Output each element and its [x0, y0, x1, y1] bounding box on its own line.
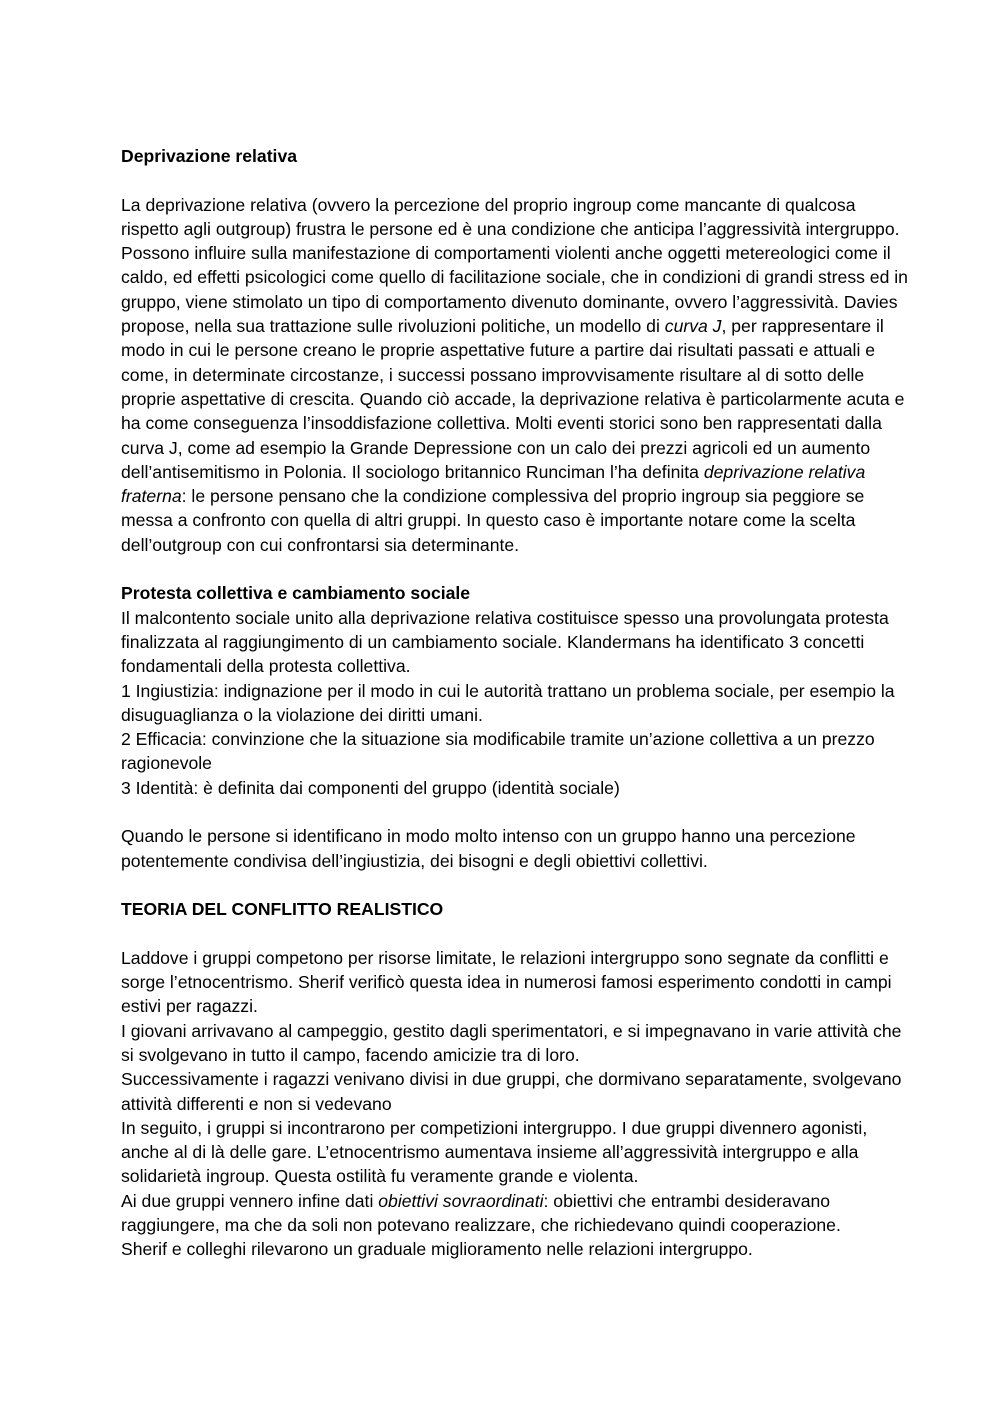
- text-run: La deprivazione relativa (ovvero la percezione del proprio ingroup come mancante di qualcosa rispetto agli outgroup) frustra le persone ed è una condizione che anticipa l’aggressività intergruppo. Possono influire sulla manifestazione di comportamenti violenti anche oggetti metereologici come il caldo, ed effetti psicologici come quello di facilitazione sociale, che in condizioni di grandi stress ed in gruppo, viene stimolato un tipo di comportamento divenuto dominante, ovvero l’aggressività. Davies propose, nella sua trattazione sulle rivoluzioni politiche, un modello di: [121, 194, 908, 337]
- paragraph-conflitto-3: Successivamente i ragazzi venivano divisi in due gruppi, che dormivano separatamente, svolgevano attività differenti e non si vedevano: [121, 1069, 902, 1114]
- paragraph-protesta-intro: Il malcontento sociale unito alla deprivazione relativa costituisce spesso una provolungata protesta finalizzata al raggiungimento di un cambiamento sociale. Klandermans ha identificato 3 concetti fondamentali della protesta collettiva.: [121, 607, 889, 677]
- list-item-ingiustizia: 1 Ingiustizia: indignazione per il modo in cui le autorità trattano un problema sociale, per esempio la disuguaglianza o la violazione dei diritti umani.: [121, 680, 895, 725]
- text-run: : le persone pensano che la condizione complessiva del proprio ingroup sia peggiore se messa a confronto con quella di altri gruppi. In questo caso è importante notare come la scelta dell’outgroup con cui confrontarsi sia determinante.: [121, 486, 865, 555]
- blank-line: [121, 168, 911, 192]
- text-run: , per rappresentare il modo in cui le persone creano le proprie aspettative future a partire dai risultati passati e attuali e come, in determinate circostanze, i successi possano improvvisamente risultare al di sotto delle proprie aspettative di crescita. Quando ciò accade, la deprivazione relativa è particolarmente acuta e ha come conseguenza l’insoddisfazione collettiva. Molti eventi storici sono ben rappresentati dalla curva J, come ad esempio la Grande Depressione con un calo dei prezzi agricoli ed un aumento dell’antisemitismo in Polonia. Il sociologo britannico Runciman l’ha definita: [121, 316, 905, 482]
- list-item-efficacia: 2 Efficacia: convinzione che la situazione sia modificabile tramite un’azione collettiva a un prezzo ragionevole: [121, 729, 875, 774]
- text-run: Ai due gruppi vennero infine dati: [121, 1190, 379, 1211]
- text-run: : obiettivi che entrambi desideravano raggiungere, ma che da soli non potevano realizzare, che richiedevano quindi cooperazione.: [121, 1190, 841, 1236]
- paragraph-deprivazione: [121, 193, 911, 557]
- paragraph-conflitto-2: I giovani arrivavano al campeggio, gestito dagli sperimentatori, e si impegnavano in varie attività che si svolgevano in tutto il campo, facendo amicizie tra di loro.: [121, 1020, 902, 1065]
- section-heading-deprivazione: Deprivazione relativa: [121, 146, 298, 166]
- blank-line: [121, 873, 911, 897]
- italic-term-deprivazione-fraterna: deprivazione relativa fraterna: [121, 461, 866, 507]
- list-item-identita: 3 Identità: è definita dai componenti del gruppo (identità sociale): [121, 777, 620, 798]
- blank-line: [121, 922, 911, 946]
- section-heading-conflitto: TEORIA DEL CONFLITTO REALISTICO: [121, 899, 444, 920]
- blank-line: [121, 557, 911, 581]
- document-page: [121, 144, 911, 1262]
- italic-term-curva-j: curva J: [664, 316, 722, 337]
- paragraph-conflitto-5: [121, 1189, 911, 1238]
- paragraph-protesta-closing: Quando le persone si identificano in modo molto intenso con un gruppo hanno una percezione potentemente condivisa dell’ingiustizia, dei bisogni e degli obiettivi collettivi.: [121, 826, 856, 871]
- italic-term-obiettivi-sovraordinati: obiettivi sovraordinati: [378, 1190, 544, 1211]
- paragraph-conflitto-1: Laddove i gruppi competono per risorse limitate, le relazioni intergruppo sono segnate da conflitti e sorge l’etnocentrismo. Sherif verificò questa idea in numerosi famosi esperimento condotti in campi estivi per ragazzi.: [121, 947, 892, 1017]
- section-heading-protesta: Protesta collettiva e cambiamento sociale: [121, 583, 471, 604]
- paragraph-conflitto-6: Sherif e colleghi rilevarono un graduale miglioramento nelle relazioni intergruppo.: [121, 1239, 753, 1260]
- paragraph-conflitto-4: In seguito, i gruppi si incontrarono per competizioni intergruppo. I due gruppi divennero agonisti, anche al di là delle gare. L’etnocentrismo aumentava insieme all’aggressività intergruppo e alla solidarietà ingroup. Questa ostilità fu veramente grande e violenta.: [121, 1117, 868, 1187]
- blank-line: [121, 800, 911, 824]
